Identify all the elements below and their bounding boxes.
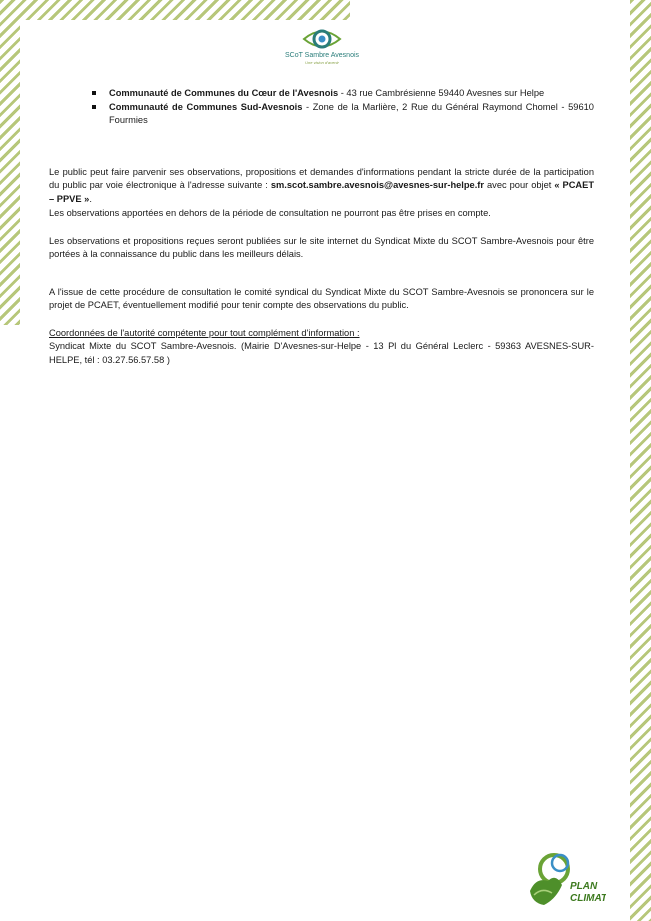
list-item-title: Communauté de Communes du Cœur de l'Avesnois bbox=[109, 88, 339, 98]
square-bullet-icon bbox=[92, 105, 96, 109]
list-item-title: Communauté de Communes Sud-Avesnois bbox=[109, 102, 303, 113]
logo-tagline: Une vision d'avenir bbox=[305, 60, 339, 65]
plan-text: PLAN bbox=[570, 881, 598, 892]
contact-text: Syndicat Mixte du SCOT Sambre-Avesnois. (Mairie D'Avesnes-sur-Helpe - 13 Pl du Général Leclerc - 59363 AVESNES-SUR-HELPE, tél : 03.27.56.57.58 ) bbox=[49, 341, 594, 365]
plan-climat-logo bbox=[526, 851, 606, 915]
list-item-text: - Zone de la Marlière, 2 Rue du Général Raymond Chomel - 59610 Fourmies bbox=[109, 102, 594, 126]
top-hatched-border bbox=[0, 0, 350, 20]
contact-heading: Coordonnées de l'autorité compétente pour tout complément d'information : bbox=[49, 328, 360, 338]
left-hatched-border bbox=[0, 0, 20, 325]
plan-climat-icon bbox=[526, 851, 606, 915]
paragraph-text: avec pour objet bbox=[484, 180, 555, 191]
paragraph-participation bbox=[49, 166, 594, 206]
email-subject: « PCAET – PPVE » bbox=[49, 180, 594, 204]
paragraph-text: Le public peut faire parvenir ses observations, propositions et demandes d'informations pendant la stricte durée de la participation du public par voie électronique à l'adresse suivante : bbox=[49, 167, 594, 191]
paragraph-text: . bbox=[89, 193, 92, 204]
list-item bbox=[92, 87, 594, 100]
logo-name: SCoT Sambre Avesnois bbox=[284, 52, 360, 59]
paragraph-publication: Les observations et propositions reçues seront publiées sur le site internet du Syndicat Mixte du SCOT Sambre-Avesnois pour être portées à la connaissance du public dans les meilleurs délais. bbox=[49, 236, 594, 260]
climat-text: CLIMAT bbox=[570, 893, 606, 904]
list-item-text: - 43 rue Cambrésienne 59440 Avesnes sur Helpe bbox=[338, 88, 545, 98]
list-item bbox=[92, 101, 594, 127]
right-hatched-border bbox=[630, 0, 651, 921]
scot-logo bbox=[272, 26, 372, 72]
address-list bbox=[92, 87, 594, 129]
square-bullet-icon bbox=[92, 91, 96, 95]
paragraph-deadline: Les observations apportées en dehors de la période de consultation ne pourront pas être prises en compte. bbox=[49, 208, 491, 218]
email-address[interactable]: sm.scot.sambre.avesnois@avesnes-sur-helpe.fr bbox=[270, 180, 485, 191]
paragraph-decision: A l'issue de cette procédure de consultation le comité syndical du Syndicat Mixte du SCOT Sambre-Avesnois se prononcera sur le projet de PCAET, éventuellement modifié pour tenir compte des observations du public. bbox=[49, 287, 594, 311]
eye-logo-icon bbox=[302, 26, 342, 52]
contact-section bbox=[49, 327, 594, 367]
